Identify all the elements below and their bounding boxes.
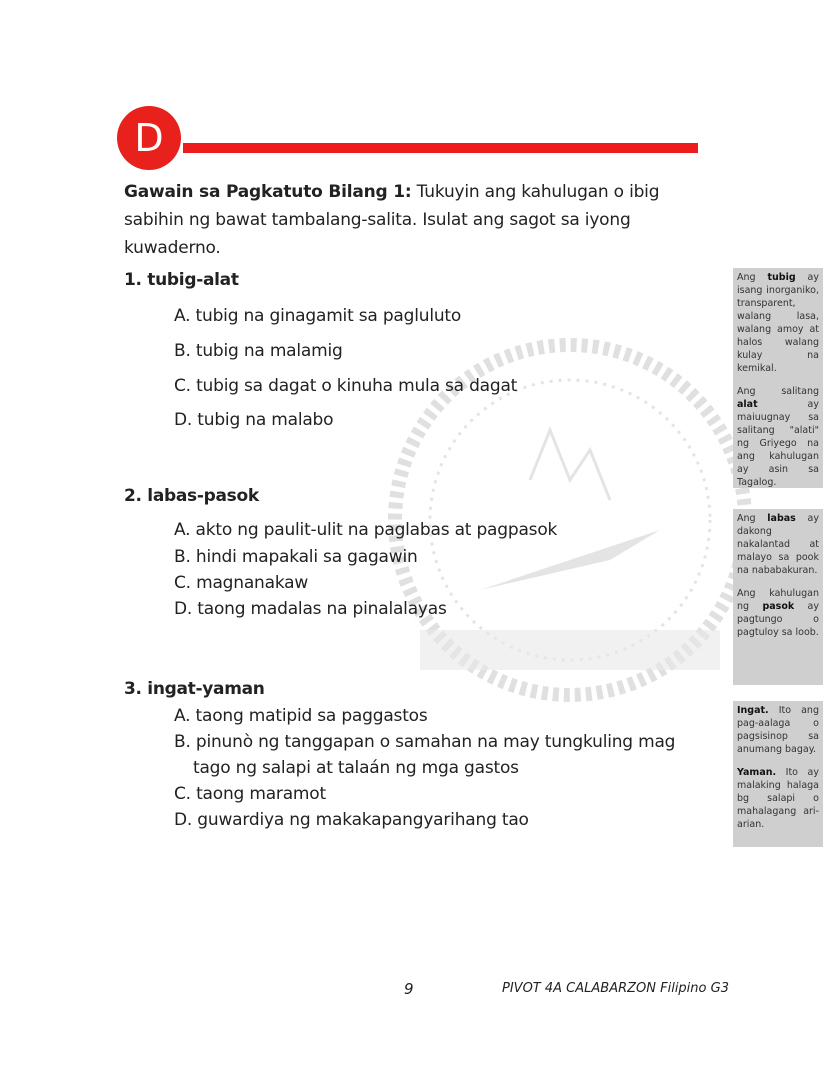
activity-title: Gawain sa Pagkatuto Bilang 1: <box>124 182 412 202</box>
note-tubig: Ang tubig ay isang inorganiko, transparent, walang lasa, walang amoy at halos walang kulay na kemikal. <box>737 272 819 374</box>
activity-text: Tukuyin ang kahulugan o ibig sabihin ng bawat tambalang-salita. Isulat ang sagot sa iyong kuwaderno. <box>124 182 660 258</box>
note-ingat: Ingat. Ito ang pag-aalaga o pagsisinop sa anumang bagay. <box>737 705 819 755</box>
question-1-choice-a: A. tubig na ginagamit sa pagluluto <box>174 306 462 326</box>
note-labas: Ang labas ay dakong nakalantad at malayo sa pook na nababakuran. <box>737 513 819 576</box>
question-3-title: 3. ingat-yaman <box>124 679 265 699</box>
sidebar-note-ingat-yaman <box>733 701 823 847</box>
question-3-choice-b-line2: tago ng salapi at talaán ng mga gastos <box>193 758 519 778</box>
activity-instructions <box>124 178 724 262</box>
sidebar-note-labas-pasok <box>733 509 823 685</box>
section-header-bar <box>183 143 698 153</box>
footer-title: PIVOT 4A CALABARZON Filipino G3 <box>502 981 729 996</box>
question-3-choice-b <box>174 729 734 781</box>
note-alat: Ang salitang alat ay maiuugnay sa salitang "alati" ng Griyego na ang kahulugan ay asin sa Tagalog. <box>737 386 819 488</box>
question-2-title: 2. labas-pasok <box>124 486 259 506</box>
page-number: 9 <box>404 980 414 998</box>
sidebar-note-tubig-alat <box>733 268 823 488</box>
question-3-choice-a: A. taong matipid sa paggastos <box>174 706 428 726</box>
question-2-choice-c: C. magnanakaw <box>174 573 309 593</box>
question-1-choice-b: B. tubig na malamig <box>174 341 343 361</box>
note-pasok: Ang kahulugan ng pasok ay pagtungo o pagtuloy sa loob. <box>737 588 820 638</box>
question-2-choice-d: D. taong madalas na pinalalayas <box>174 599 447 619</box>
question-3-choice-c: C. taong maramot <box>174 784 326 804</box>
question-2-choice-a: A. akto ng paulit-ulit na paglabas at pagpasok <box>174 520 558 540</box>
section-badge: D <box>117 106 181 170</box>
note-yaman: Yaman. Ito ay malaking halaga bg salapi o mahalagang ari-arian. <box>737 767 819 830</box>
question-2-choice-b: B. hindi mapakali sa gagawin <box>174 547 418 567</box>
question-3-choice-b-line1: B. pinunò ng tanggapan o samahan na may tungkuling mag <box>174 732 676 752</box>
question-1-choice-d: D. tubig na malabo <box>174 410 334 430</box>
question-3-choice-d: D. guwardiya ng makakapangyarihang tao <box>174 810 529 830</box>
question-1-choice-c: C. tubig sa dagat o kinuha mula sa dagat <box>174 376 518 396</box>
question-1-title: 1. tubig-alat <box>124 270 239 290</box>
